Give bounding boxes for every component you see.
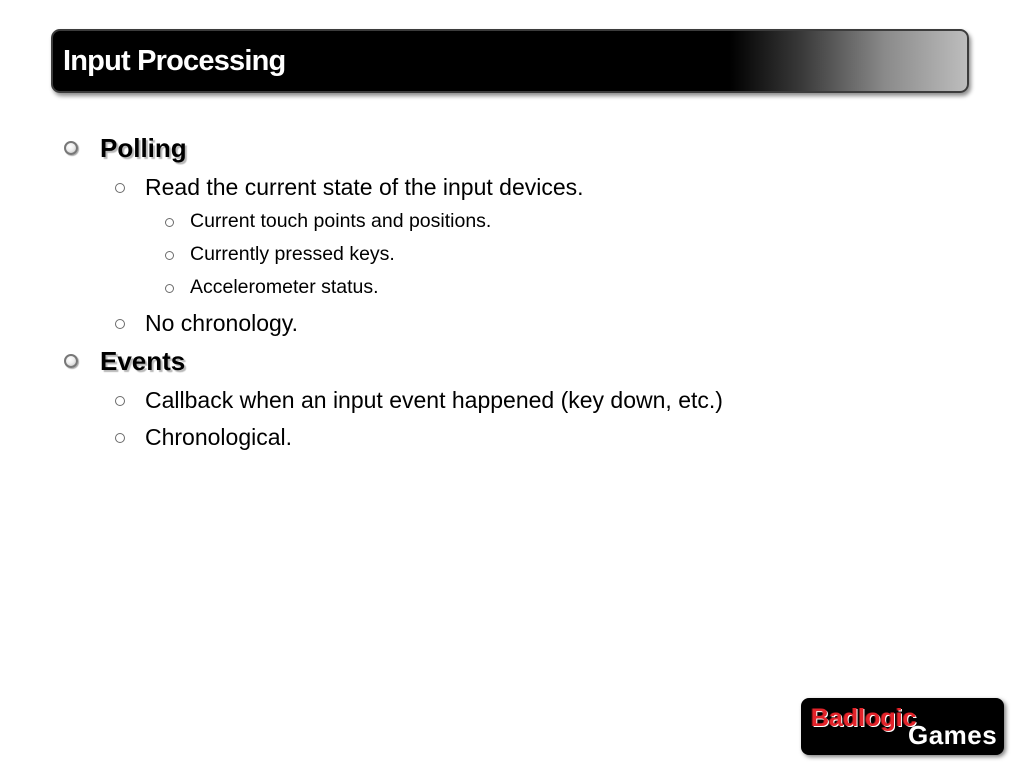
bullet-level2-text: Chronological. [145, 424, 293, 450]
bullet-level1-polling: Polling [100, 133, 187, 163]
bullet-level3-text: Current touch points and positions. [190, 210, 492, 232]
bullet-circle-icon [115, 433, 125, 443]
badlogic-games-logo [801, 698, 1004, 755]
bullet-circle-icon [64, 354, 78, 368]
bullet-circle-icon [115, 183, 125, 193]
bullet-level3-text: Currently pressed keys. [190, 243, 395, 265]
bullet-level2-text: Read the current state of the input devices. [145, 174, 584, 200]
bullet-circle-icon [165, 251, 174, 260]
bullet-circle-icon [165, 284, 174, 293]
bullet-level3-text: Accelerometer status. [190, 276, 379, 298]
slide-title-bar [51, 29, 969, 93]
bullet-circle-icon [64, 141, 78, 155]
logo-games-text: Games [908, 720, 998, 750]
bullet-circle-icon [115, 319, 125, 329]
logo-badlogic-text: Badlogic [811, 704, 917, 732]
bullet-level2-text: No chronology. [145, 310, 298, 336]
bullet-circle-icon [165, 218, 174, 227]
bullet-level2-text: Callback when an input event happened (key down, etc.) [145, 387, 723, 413]
slide-title: Input Processing [63, 45, 286, 77]
bullet-level1-events: Events [100, 346, 186, 376]
bullet-circle-icon [115, 396, 125, 406]
